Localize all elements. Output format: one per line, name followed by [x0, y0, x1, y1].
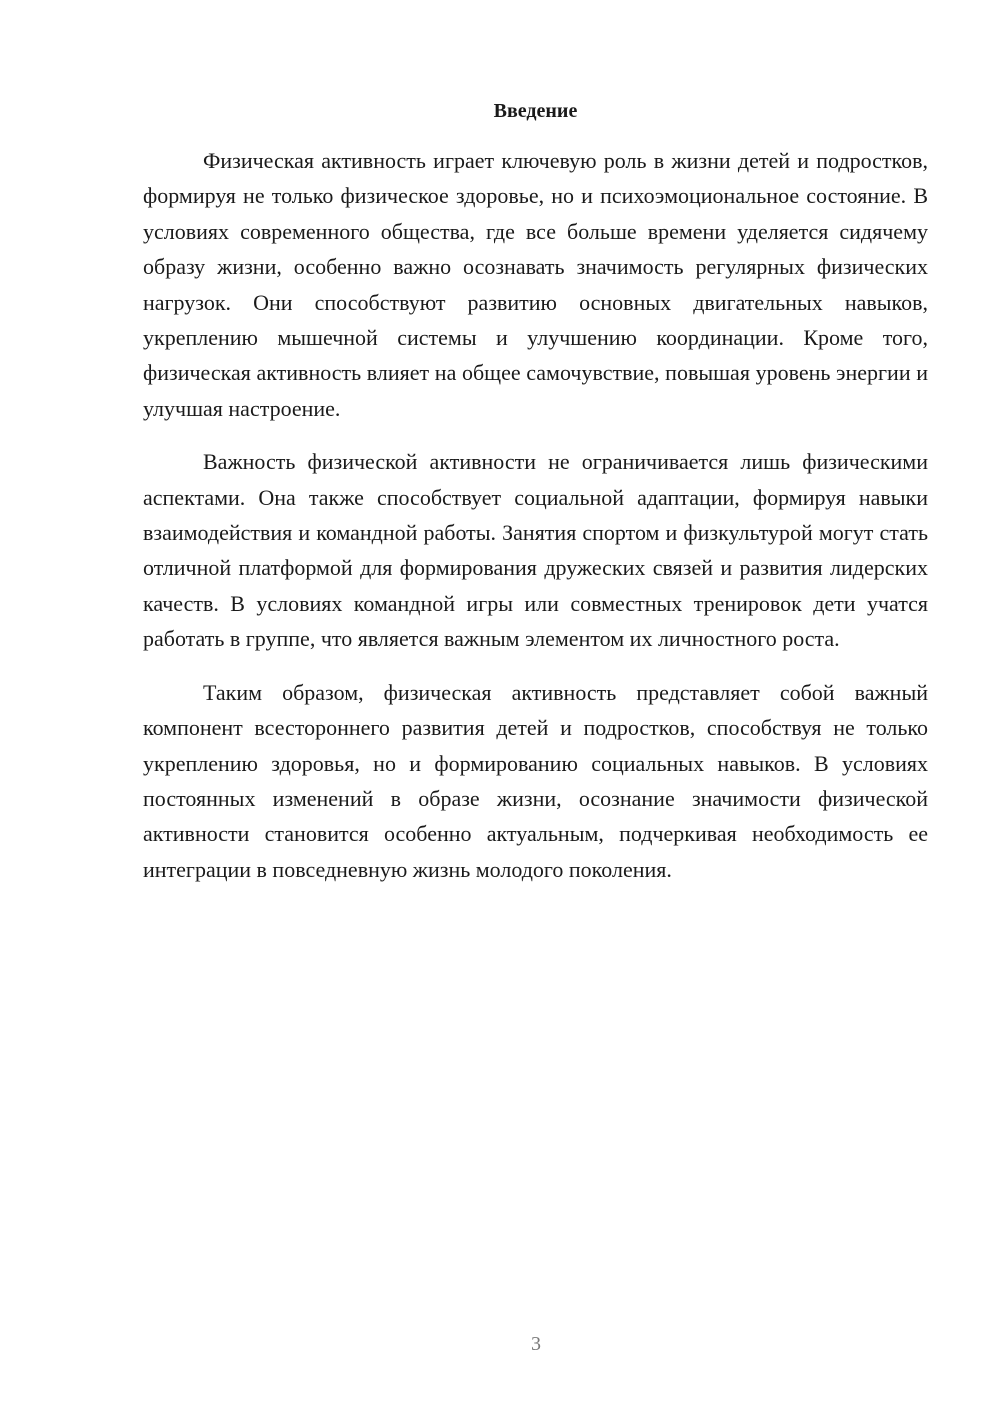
- document-body: [143, 143, 928, 905]
- paragraph-1: Физическая активность играет ключевую роль в жизни детей и подростков, формируя не только физическое здоровье, но и психоэмоциональное состояние. В условиях современного общества, где все больше времени уделяется сидячему образу жизни, особенно важно осознавать значимость регулярных физических нагрузок. Они способствуют развитию основных двигательных навыков, укреплению мышечной системы и улучшению координации. Кроме того, физическая активность влияет на общее самочувствие, повышая уровень энергии и улучшая настроение.: [143, 148, 928, 421]
- paragraph-2: Важность физической активности не ограничивается лишь физическими аспектами. Она также способствует социальной адаптации, формируя навыки взаимодействия и командной работы. Занятия спортом и физкультурой могут стать отличной платформой для формирования дружеских связей и развития лидерских качеств. В условиях командной игры или совместных тренировок дети учатся работать в группе, что является важным элементом их личностного роста.: [143, 449, 928, 652]
- paragraph-3: Таким образом, физическая активность представляет собой важный компонент всестороннего развития детей и подростков, способствуя не только укреплению здоровья, но и формированию социальных навыков. В условиях постоянных изменений в образе жизни, осознание значимости физической активности становится особенно актуальным, подчеркивая необходимость ее интеграции в повседневную жизнь молодого поколения.: [143, 679, 928, 882]
- page-title: Введение: [493, 100, 578, 122]
- page-number: 3: [531, 1333, 541, 1355]
